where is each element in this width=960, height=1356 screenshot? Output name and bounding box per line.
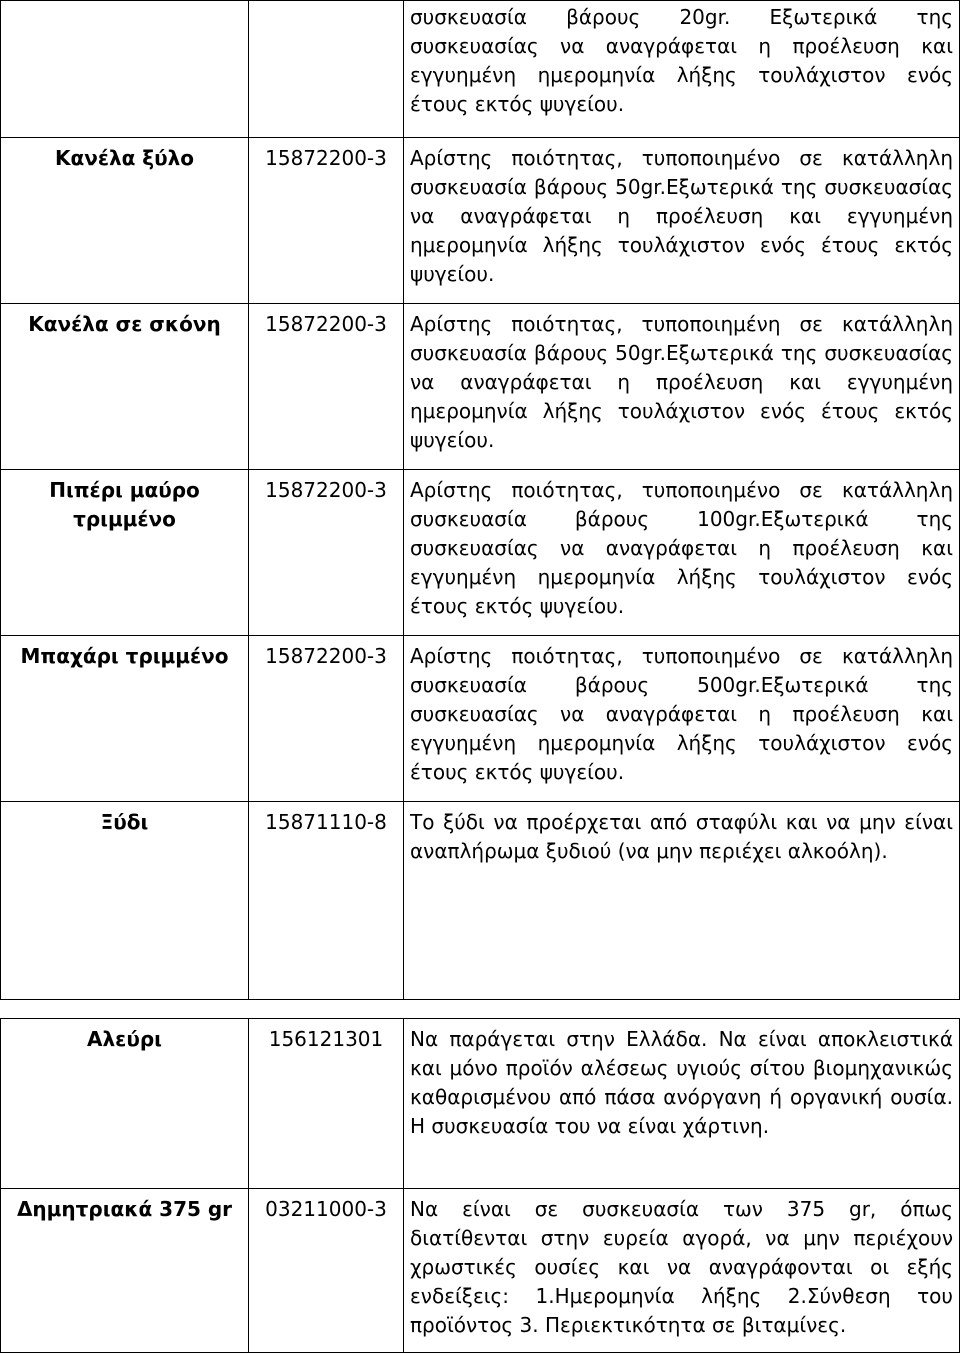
table-row: [1, 1, 960, 138]
cpv-code-cell: [249, 1, 404, 138]
product-name-cell: Κανέλα σε σκόνη: [1, 304, 249, 470]
table-row: [1, 1189, 960, 1353]
cpv-code-cell: 15872200-3: [249, 304, 404, 470]
description-cell: Το ξύδι να προέρχεται από σταφύλι και να μην είναι αναπλήρωμα ξυδιού (να μην περιέχει αλκοόλη).: [404, 802, 960, 1000]
product-name-cell: Πιπέρι μαύρο τριμμένο: [1, 470, 249, 636]
description-cell: Αρίστης ποιότητας, τυποποιημένη σε κατάλληλη συσκευασία βάρους 50gr.Εξωτερικά της συσκευασίας να αναγράφεται η προέλευση και εγγυημένη ημερομηνία λήξης τουλάχιστον ενός έτους εκτός ψυγείου.: [404, 304, 960, 470]
description-cell: Αρίστης ποιότητας, τυποποιημένο σε κατάλληλη συσκευασία βάρους 100gr.Εξωτερικά της συσκευασίας να αναγράφεται η προέλευση και εγγυημένη ημερομηνία λήξης τουλάχιστον ενός έτους εκτός ψυγείου.: [404, 470, 960, 636]
cpv-code-cell: 15872200-3: [249, 470, 404, 636]
table-row: [1, 802, 960, 1000]
cpv-code-cell: 15871110-8: [249, 802, 404, 1000]
table-row: [1, 1019, 960, 1189]
product-name-cell: Δημητριακά 375 gr: [1, 1189, 249, 1353]
cpv-code-cell: 15872200-3: [249, 636, 404, 802]
description-cell: Να παράγεται στην Ελλάδα. Να είναι αποκλειστικά και μόνο προϊόν αλέσεως υγιούς σίτου βιομηχανικώς καθαρισμένου από πάσα ανόργανη ή οργανική ουσία. Η συσκευασία του να είναι χάρτινη.: [404, 1019, 960, 1189]
cpv-code-cell: 15872200-3: [249, 138, 404, 304]
description-cell: συσκευασία βάρους 20gr. Εξωτερικά της συσκευασίας να αναγράφεται η προέλευση και εγγυημένη ημερομηνία λήξης τουλάχιστον ενός έτους εκτός ψυγείου.: [404, 1, 960, 138]
product-name-cell: Ξύδι: [1, 802, 249, 1000]
cpv-code-cell: 03211000-3: [249, 1189, 404, 1353]
product-name-cell: [1, 1, 249, 138]
product-name-cell: Κανέλα ξύλο: [1, 138, 249, 304]
product-name-cell: Μπαχάρι τριμμένο: [1, 636, 249, 802]
cpv-code-cell: 156121301: [249, 1019, 404, 1189]
description-cell: Να είναι σε συσκευασία των 375 gr, όπως διατίθενται στην ευρεία αγορά, να μην περιέχουν χρωστικές ουσίες και να αναγράφονται οι εξής ενδείξεις: 1.Ημερομηνία λήξης 2.Σύνθεση του προϊόντος 3. Περιεκτικότητα σε βιταμίνες.: [404, 1189, 960, 1353]
table-row: [1, 304, 960, 470]
table-row: [1, 636, 960, 802]
product-name-cell: Αλεύρι: [1, 1019, 249, 1189]
table-row: [1, 138, 960, 304]
description-cell: Αρίστης ποιότητας, τυποποιημένο σε κατάλληλη συσκευασία βάρους 50gr.Εξωτερικά της συσκευασίας να αναγράφεται η προέλευση και εγγυημένη ημερομηνία λήξης τουλάχιστον ενός έτους εκτός ψυγείου.: [404, 138, 960, 304]
description-cell: Αρίστης ποιότητας, τυποποιημένο σε κατάλληλη συσκευασία βάρους 500gr.Εξωτερικά της συσκευασίας να αναγράφεται η προέλευση και εγγυημένη ημερομηνία λήξης τουλάχιστον ενός έτους εκτός ψυγείου.: [404, 636, 960, 802]
table-row: [1, 470, 960, 636]
product-spec-table-bottom: [0, 1018, 960, 1353]
